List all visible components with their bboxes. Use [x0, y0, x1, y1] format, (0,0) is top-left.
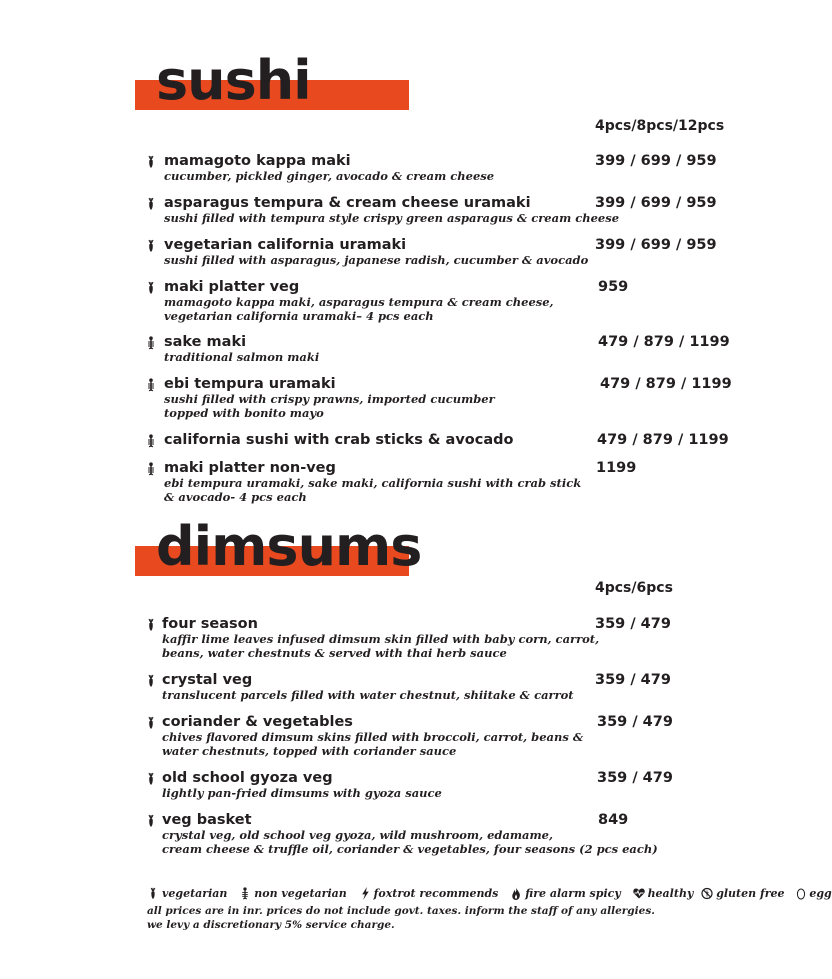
menu-item-description: kaffir lime leaves infused dimsum skin filled with baby corn, carrot, beans, water chestnuts & served with thai herb sauce — [162, 632, 600, 660]
veg-icon — [146, 617, 156, 631]
gluten-free-icon — [701, 887, 713, 900]
menu-item-description: cucumber, pickled ginger, avocado & cream cheese — [164, 169, 495, 183]
menu-item-name: vegetarian california uramaki — [164, 237, 407, 253]
sushi-column-header: 4pcs/8pcs/12pcs — [595, 118, 725, 134]
menu-item-name: veg basket — [162, 812, 252, 828]
menu-item-name: old school gyoza veg — [162, 770, 333, 786]
non-veg-icon — [146, 433, 156, 447]
menu-item-description: traditional salmon maki — [164, 350, 320, 364]
non-veg-icon — [146, 377, 156, 391]
lightning-icon — [359, 887, 371, 900]
fire-icon — [510, 887, 522, 900]
menu-item-name: ebi tempura uramaki — [164, 376, 336, 392]
menu-item-description: sushi filled with asparagus, japanese radish, cucumber & avocado — [164, 253, 589, 267]
menu-item-name: sake maki — [164, 334, 247, 350]
dimsums-title: dimsums — [156, 515, 422, 578]
legend-gluten-free: gluten free — [716, 886, 785, 900]
menu-item-name: crystal veg — [162, 672, 253, 688]
veg-icon — [146, 238, 156, 252]
menu-item-price: 959 — [598, 279, 629, 295]
notes-line-2: we levy a discretionary 5% service charge. — [147, 919, 395, 931]
menu-item-description: chives flavored dimsum skins filled with broccoli, carrot, beans & water chestnuts, topped with coriander sauce — [162, 730, 584, 758]
legend-healthy: healthy — [647, 886, 694, 900]
non-veg-icon — [146, 461, 156, 475]
menu-item-name: california sushi with crab sticks & avocado — [164, 432, 514, 448]
veg-icon — [146, 715, 156, 729]
menu-item-price: 359 / 479 — [597, 770, 673, 786]
menu-item-description: mamagoto kappa maki, asparagus tempura & cream cheese, vegetarian california uramaki– 4 pcs each — [164, 295, 554, 323]
legend — [147, 886, 832, 900]
menu-item-description: ebi tempura uramaki, sake maki, california sushi with crab stick & avocado- 4 pcs each — [164, 476, 582, 504]
menu-item-price: 399 / 699 / 959 — [595, 153, 717, 169]
menu-item-name: maki platter veg — [164, 279, 300, 295]
menu-item-price: 399 / 699 / 959 — [595, 237, 717, 253]
legend-vegetarian: vegetarian — [162, 886, 228, 900]
menu-item-price: 359 / 479 — [597, 714, 673, 730]
dimsums-column-header: 4pcs/6pcs — [595, 580, 673, 596]
veg-icon — [146, 813, 156, 827]
menu-item-price: 479 / 879 / 1199 — [597, 432, 729, 448]
veg-icon — [146, 154, 156, 168]
sushi-title: sushi — [156, 49, 311, 112]
legend-spicy: fire alarm spicy — [525, 886, 621, 900]
veg-icon — [147, 887, 159, 900]
menu-item-name: mamagoto kappa maki — [164, 153, 351, 169]
menu-item-description: sushi filled with crispy prawns, imported cucumber topped with bonito mayo — [164, 392, 495, 420]
veg-icon — [146, 771, 156, 785]
menu-item-description: lightly pan-fried dimsums with gyoza sauce — [162, 786, 442, 800]
veg-icon — [146, 280, 156, 294]
non-veg-icon — [239, 887, 251, 900]
egg-icon — [796, 887, 806, 900]
menu-item-name: coriander & vegetables — [162, 714, 353, 730]
menu-item-price: 479 / 879 / 1199 — [600, 376, 732, 392]
menu-item-description: translucent parcels filled with water chestnut, shiitake & carrot — [162, 688, 574, 702]
menu-item-description: sushi filled with tempura style crispy green asparagus & cream cheese — [164, 211, 620, 225]
veg-icon — [146, 196, 156, 210]
menu-item-price: 479 / 879 / 1199 — [598, 334, 730, 350]
notes-line-1: all prices are in inr. prices do not include govt. taxes. inform the staff of any allergies. — [147, 905, 655, 917]
menu-item-price: 359 / 479 — [595, 616, 671, 632]
menu-item-name: four season — [162, 616, 258, 632]
legend-non-vegetarian: non vegetarian — [254, 886, 347, 900]
menu-item-price: 849 — [598, 812, 629, 828]
menu-item-name: maki platter non-veg — [164, 460, 336, 476]
veg-icon — [146, 673, 156, 687]
menu-item-price: 399 / 699 / 959 — [595, 195, 717, 211]
non-veg-icon — [146, 335, 156, 349]
menu-item-price: 1199 — [596, 460, 637, 476]
menu-item-description: crystal veg, old school veg gyoza, wild mushroom, edamame, cream cheese & truffle oil, coriander & vegetables, four seasons (2 pcs each) — [162, 828, 658, 856]
legend-egg: egg — [809, 886, 832, 900]
legend-foxtrot: foxtrot recommends — [373, 886, 499, 900]
heart-pulse-icon — [633, 887, 645, 900]
menu-item-name: asparagus tempura & cream cheese uramaki — [164, 195, 531, 211]
menu-item-price: 359 / 479 — [595, 672, 671, 688]
